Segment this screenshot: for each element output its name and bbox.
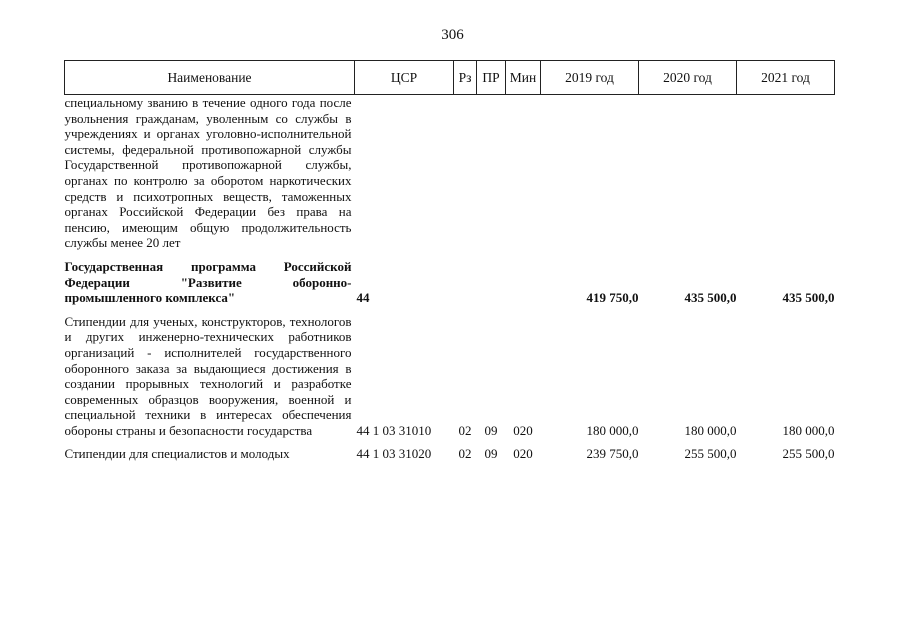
row-2020 xyxy=(639,95,737,251)
row-rz: 02 xyxy=(458,422,472,438)
row-name: Стипендии для ученых, конструкторов, технологов и других инженерно-технических работников организаций - исполнителей государственного оборонного заказа за выдающиеся достижения в создании прорывных технологий и разработке современных образцов вооружения, военной и специальной техники в интересах обеспечения обороны страны и безопасности государства xyxy=(64,313,352,438)
table-row xyxy=(65,446,835,462)
row-2021: 180 000,0 xyxy=(782,422,835,438)
row-min: 020 xyxy=(513,446,533,462)
row-2020: 180 000,0 xyxy=(684,422,737,438)
row-csr xyxy=(355,95,454,251)
row-2020: 435 500,0 xyxy=(684,290,737,306)
row-pr xyxy=(477,95,506,251)
row-pr: 09 xyxy=(484,422,498,438)
row-csr: 44 1 03 31020 xyxy=(356,446,432,462)
row-pr xyxy=(477,259,506,306)
row-2021: 435 500,0 xyxy=(782,290,835,306)
header-2020: 2020 год xyxy=(639,61,737,95)
header-name: Наименование xyxy=(65,61,355,95)
row-2019: 239 750,0 xyxy=(586,446,639,462)
table-row xyxy=(65,314,835,439)
row-rz: 02 xyxy=(458,446,472,462)
row-2020: 255 500,0 xyxy=(684,446,737,462)
row-2019: 180 000,0 xyxy=(586,422,639,438)
page-number: 306 xyxy=(441,27,464,43)
header-2019: 2019 год xyxy=(541,61,639,95)
header-min: Мин xyxy=(506,61,541,95)
table-row xyxy=(65,259,835,306)
row-spacer xyxy=(65,438,835,446)
row-name: специальному званию в течение одного года после увольнения гражданам, уволенным со службы в учреждениях и органах уголовно-исполнительной системы, федеральной противопожарной службы Государственной противопожарной службы, органах по контролю за оборотом наркотических средств и психотропных веществ, таможенных органах Российской Федерации без права на пенсию, имеющим общую продолжительность службы менее 20 лет xyxy=(64,95,352,251)
row-min xyxy=(506,95,541,251)
row-spacer xyxy=(65,306,835,314)
row-rz xyxy=(454,95,477,251)
header-csr: ЦСР xyxy=(355,61,454,95)
row-name: Государственная программа Российской Федерации "Развитие оборонно-промышленного комплекса" xyxy=(64,258,352,306)
row-2021: 255 500,0 xyxy=(782,446,835,462)
row-csr: 44 1 03 31010 xyxy=(356,422,432,438)
row-min xyxy=(506,259,541,306)
row-2019: 419 750,0 xyxy=(586,290,639,306)
row-rz xyxy=(454,259,477,306)
row-2019 xyxy=(541,95,639,251)
budget-table xyxy=(64,60,835,462)
row-pr: 09 xyxy=(484,446,498,462)
table-row xyxy=(65,95,835,251)
header-2021: 2021 год xyxy=(737,61,835,95)
row-csr: 44 xyxy=(356,290,370,306)
row-2021 xyxy=(737,95,835,251)
row-min: 020 xyxy=(513,422,533,438)
header-rz: Рз xyxy=(454,61,477,95)
table-header-row xyxy=(65,61,835,95)
header-pr: ПР xyxy=(477,61,506,95)
row-spacer xyxy=(65,251,835,259)
row-name: Стипендии для специалистов и молодых xyxy=(64,446,290,462)
